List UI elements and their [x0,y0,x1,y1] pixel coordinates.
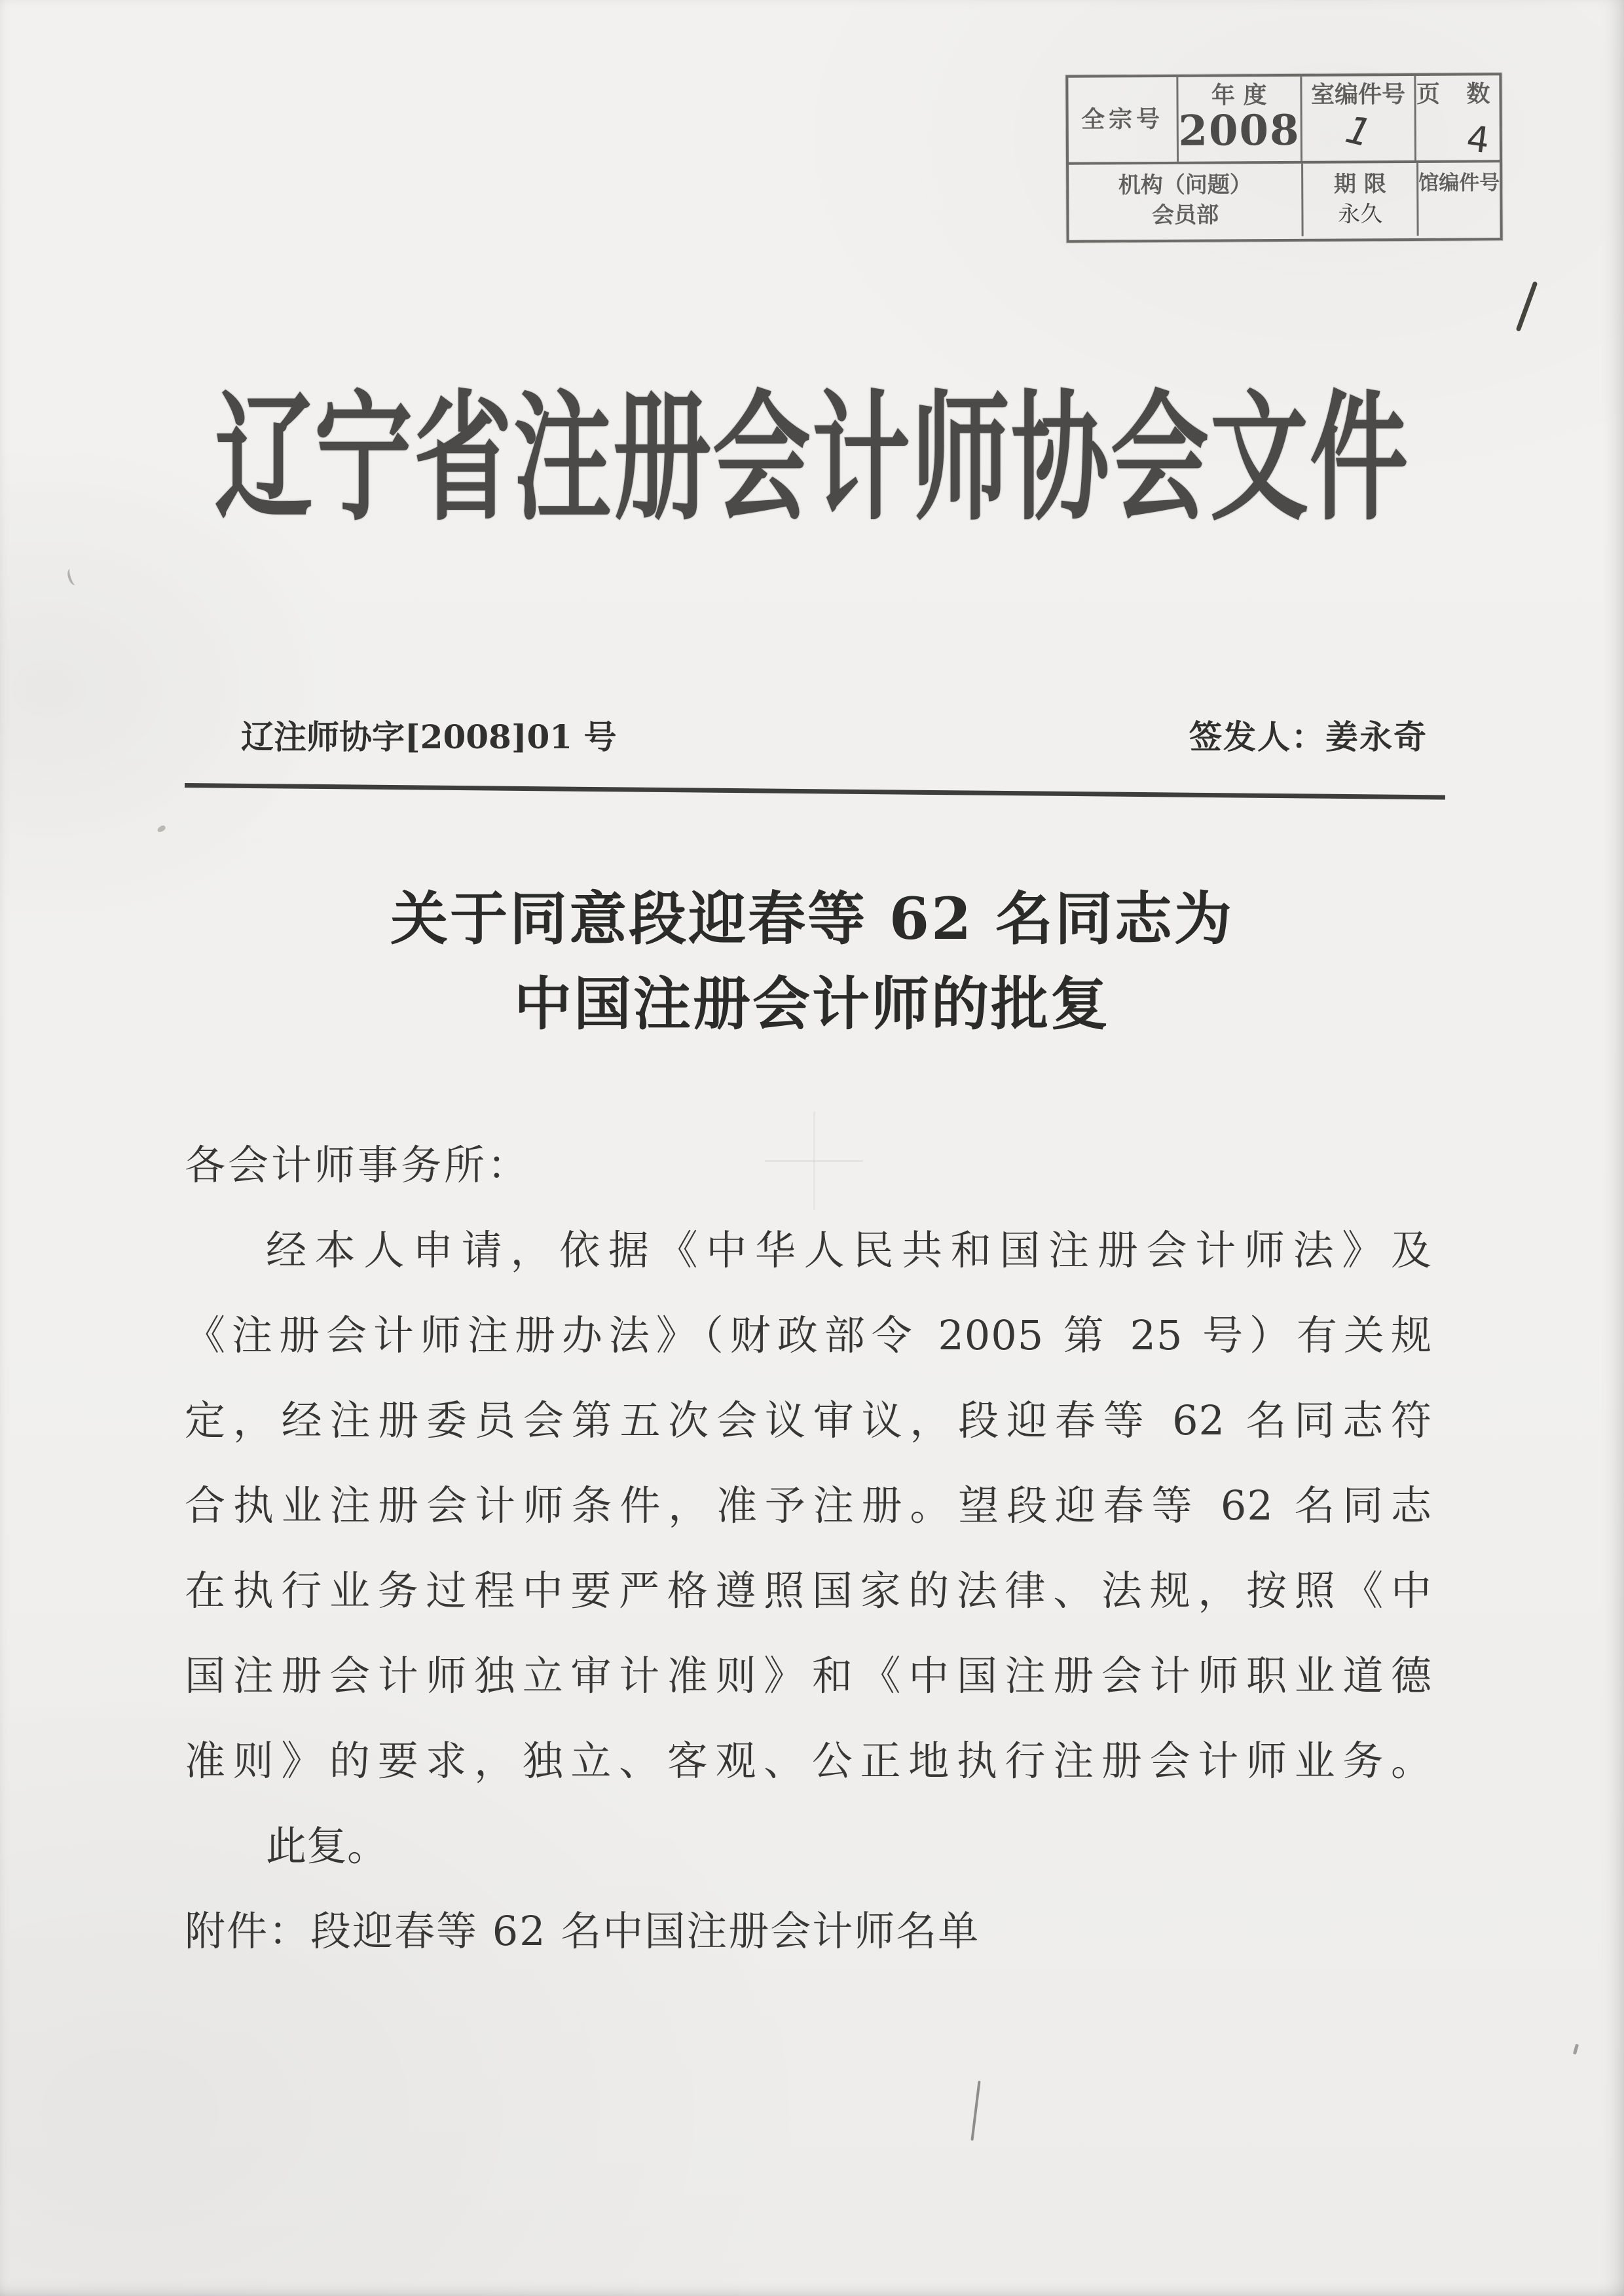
signer-label: 签发人： [1189,718,1325,756]
document-title-line1: 关于同意段迎春等 62 名同志为 [390,884,1234,953]
stamp-cell-term [1301,163,1416,236]
org-label: 机构（问题） [1118,171,1252,198]
handwritten-page-mark [1516,281,1538,332]
body-line: 国注册会计师独立审计准则》和《中国注册会计师职业道德 [185,1652,1432,1700]
org-value: 会员部 [1152,202,1219,228]
stamp-cell-pages [1414,75,1500,160]
attachment-line: 附件：段迎春等 62 名中国注册会计师名单 [185,1907,980,1955]
document-title [0,876,1624,1046]
room-file-no-label: 室编件号 [1311,81,1406,109]
pages-label: 页 数 [1416,80,1500,108]
term-label: 期 限 [1333,170,1386,198]
room-file-no-handwritten-value: 1 [1337,108,1380,155]
body-line: 经本人申请，依据《中华人民共和国注册会计师法》及 [266,1226,1432,1274]
quanzong-label: 全宗号 [1080,105,1164,134]
pages-handwritten-value: 4 [1464,117,1492,162]
guan-file-no-label: 馆编件号 [1418,171,1500,195]
doc-number-row [241,711,1428,758]
term-value: 永久 [1338,200,1383,228]
ink-speck [65,567,79,586]
stamp-cell-quanzong [1068,77,1176,162]
stamp-cell-room-file-no [1300,76,1414,161]
stamp-cell-guan-file-no [1416,162,1500,236]
signer-name: 姜永奇 [1325,718,1428,756]
closing-line: 此复。 [266,1822,388,1870]
year-value: 2008 [1178,106,1301,156]
body-line: 在执行业务过程中要严格遵照国家的法律、法规，按照《中 [185,1567,1432,1614]
year-label: 年 度 [1211,81,1267,109]
ink-speck [1573,2044,1579,2055]
signer [1189,711,1428,758]
stamp-row-top [1068,75,1500,164]
body-line: 准则》的要求，独立、客观、公正地执行注册会计师业务。 [185,1737,1432,1785]
document-body [185,1123,1432,1974]
doc-number: 辽注师协字[2008]01 号 [241,718,617,756]
body-line: 合执业注册会计师条件，准予注册。望段迎春等 62 名同志 [185,1482,1432,1529]
masthead-text: 辽宁省注册会计师协会文件 [214,376,1409,540]
fold-crease-mark [765,1112,863,1210]
stamp-cell-year [1176,77,1301,162]
salutation: 各会计师事务所： [185,1141,531,1189]
stamp-row-bottom [1069,162,1500,237]
stamp-cell-org [1069,164,1302,238]
masthead [0,346,1624,540]
scratch-artifact [970,2081,980,2141]
archive-filing-stamp [1065,73,1502,242]
ink-speck [157,824,166,833]
body-line: 定，经注册委员会第五次会议审议，段迎春等 62 名同志符 [185,1396,1432,1444]
header-divider-rule [185,783,1445,799]
body-line: 《注册会计师注册办法》（财政部令 2005 第 25 号）有关规 [185,1311,1432,1359]
document-title-line2: 中国注册会计师的批复 [513,970,1110,1038]
